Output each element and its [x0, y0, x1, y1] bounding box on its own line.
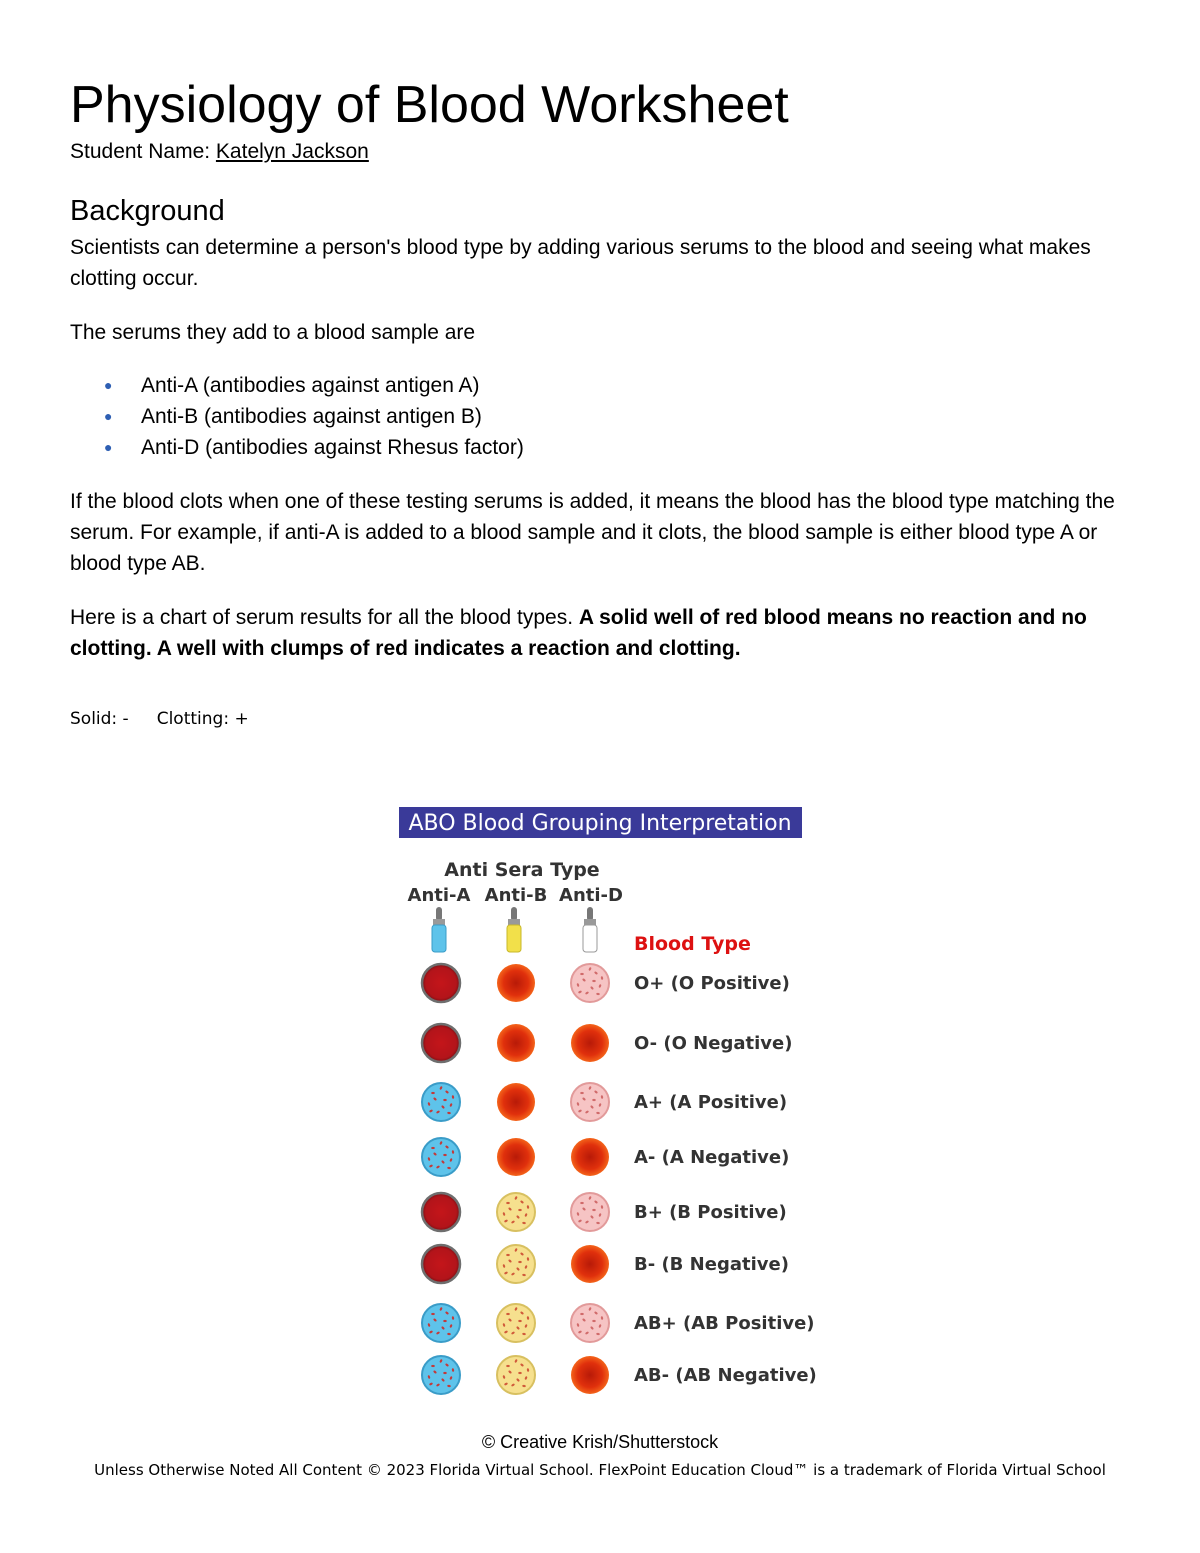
well-anti-d-clot — [571, 1304, 609, 1342]
well-anti-d-clot — [571, 1193, 609, 1231]
background-heading: Background — [70, 195, 225, 227]
chart-intro-bold: A solid well of red blood means no reaction and no clotting. A well with clumps of red indicates a reaction and clotting. — [70, 606, 1087, 660]
well-anti-b-solid — [497, 1138, 535, 1176]
well-anti-d-clot — [571, 1083, 609, 1121]
column-header-anti-b: Anti-B — [484, 885, 548, 906]
well-anti-b-solid — [497, 964, 535, 1002]
column-header-anti-a: Anti-A — [407, 885, 471, 906]
well-anti-a-solid — [422, 964, 460, 1002]
page-title: Physiology of Blood Worksheet — [70, 76, 789, 134]
serums-lead: The serums they add to a blood sample are — [70, 321, 476, 344]
image-credit: © Creative Krish/Shutterstock — [481, 1432, 719, 1452]
well-anti-b-clot — [497, 1245, 535, 1283]
well-grid — [422, 964, 817, 1394]
column-header-anti-d: Anti-D — [559, 885, 623, 906]
bullet-icon: ● — [104, 408, 113, 424]
anti-a-dropper-icon — [432, 907, 446, 952]
blood-type-row-label: B+ (B Positive) — [634, 1202, 787, 1223]
well-anti-b-solid — [497, 1024, 535, 1062]
serum-list-item-text: Anti-D (antibodies against Rhesus factor) — [141, 436, 524, 459]
well-anti-d-clot — [571, 964, 609, 1002]
well-anti-b-clot — [497, 1193, 535, 1231]
figure-banner-text: ABO Blood Grouping Interpretation — [408, 811, 792, 836]
student-name-value: Katelyn Jackson — [215, 140, 369, 163]
anti-d-dropper-icon — [583, 907, 597, 952]
well-anti-a-solid — [422, 1193, 460, 1231]
anti-sera-type-label: Anti Sera Type — [444, 859, 600, 881]
serum-list-item-text: Anti-B (antibodies against antigen B) — [141, 405, 482, 428]
well-anti-a-solid — [422, 1245, 460, 1283]
blood-type-row-label: O+ (O Positive) — [634, 973, 790, 994]
blood-type-row-label: AB- (AB Negative) — [634, 1365, 817, 1386]
legend-solid: Solid: - — [70, 709, 129, 729]
well-anti-b-clot — [497, 1356, 535, 1394]
well-anti-d-solid — [571, 1356, 609, 1394]
blood-type-row-label: AB+ (AB Positive) — [634, 1313, 815, 1334]
blood-type-row-label: A- (A Negative) — [634, 1147, 790, 1168]
blood-type-label: Blood Type — [634, 933, 751, 955]
serum-list-item-text: Anti-A (antibodies against antigen A) — [141, 374, 480, 397]
well-anti-d-solid — [571, 1138, 609, 1176]
intro-paragraph: Scientists can determine a person's blood type by adding various serums to the blood and seeing what makes clotting occur. — [70, 236, 1091, 290]
blood-type-row-label: O- (O Negative) — [634, 1033, 793, 1054]
well-anti-d-solid — [571, 1245, 609, 1283]
well-anti-a-solid — [422, 1024, 460, 1062]
well-anti-b-clot — [497, 1304, 535, 1342]
chart-intro-text: Here is a chart of serum results for all the blood types. — [70, 606, 579, 629]
well-anti-b-solid — [497, 1083, 535, 1121]
blood-type-row-label: A+ (A Positive) — [634, 1092, 788, 1113]
bullet-icon: ● — [104, 377, 113, 393]
well-anti-a-clot — [422, 1304, 460, 1342]
legend-clotting: Clotting: + — [156, 709, 249, 729]
student-name-label: Student Name: — [70, 140, 216, 163]
clotting-paragraph: If the blood clots when one of these testing serums is added, it means the blood has the blood type matching the serum. For example, if anti-A is added to a blood sample and it clots, the blood sample is either blood type A or blood type AB. — [70, 490, 1115, 575]
well-anti-a-clot — [422, 1356, 460, 1394]
page-footer: Unless Otherwise Noted All Content © 2023 Florida Virtual School. FlexPoint Education Cloud™ is a trademark of Florida Virtual School — [94, 1461, 1106, 1479]
blood-type-row-label: B- (B Negative) — [634, 1254, 789, 1275]
well-anti-d-solid — [571, 1024, 609, 1062]
anti-b-dropper-icon — [507, 907, 521, 952]
well-anti-a-clot — [422, 1138, 460, 1176]
well-anti-a-clot — [422, 1083, 460, 1121]
bullet-icon: ● — [104, 439, 113, 455]
